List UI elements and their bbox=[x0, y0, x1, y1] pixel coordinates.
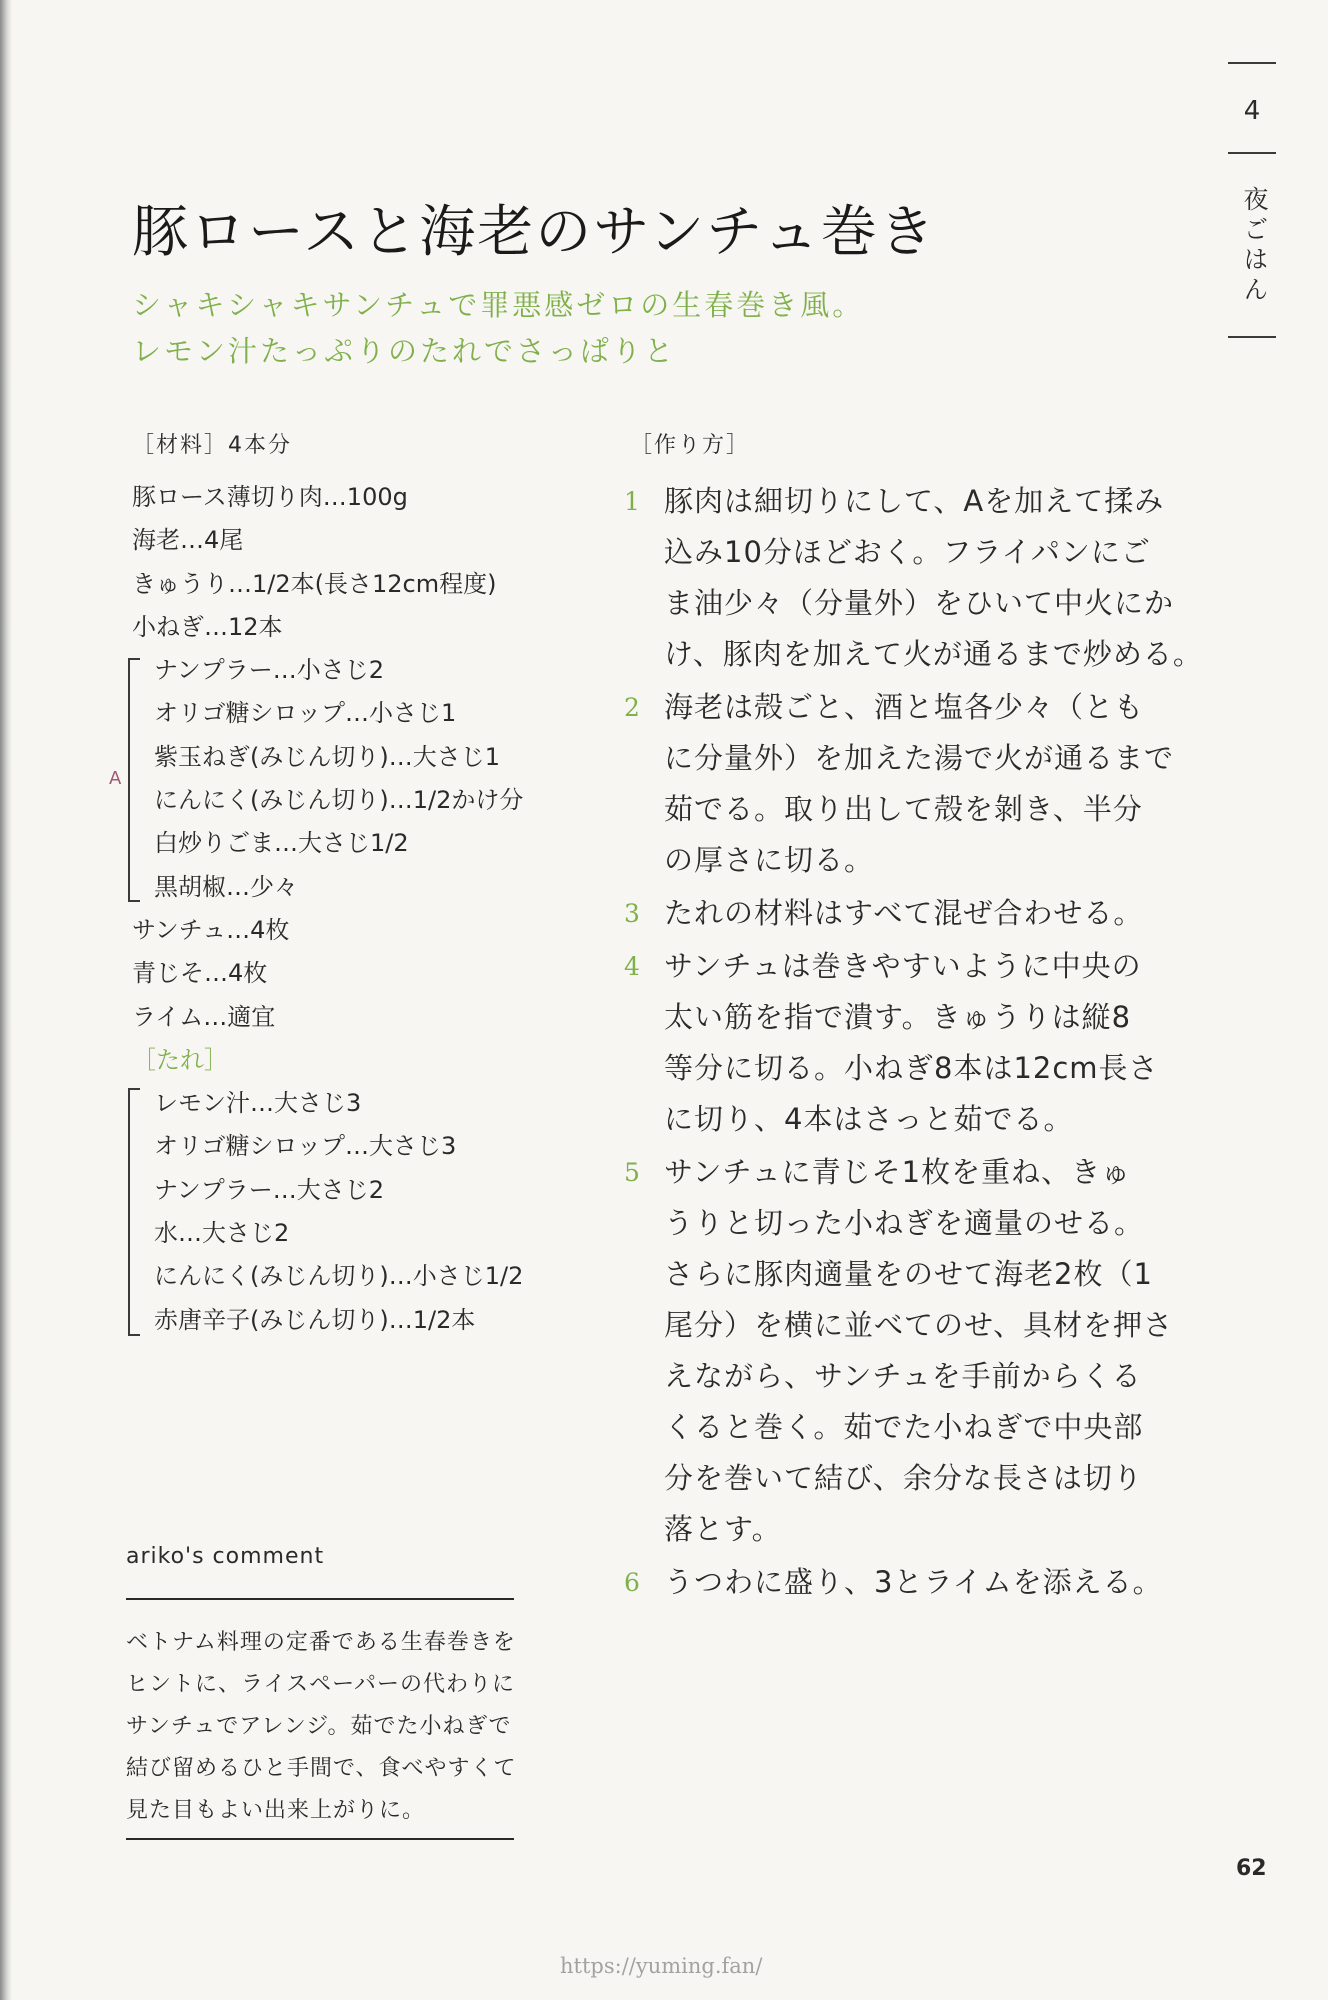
ingredient-item: サンチュ…4枚 bbox=[132, 915, 290, 944]
comment-line: 見た目もよい出来上がりに。 bbox=[126, 1798, 426, 1823]
seasoning-a-item: 白炒りごま…大さじ1/2 bbox=[154, 829, 409, 858]
step-number: 4 bbox=[624, 952, 640, 981]
method-steps bbox=[622, 476, 1203, 1610]
lead-line: レモン汁たっぷりのたれでさっぱりと bbox=[132, 334, 677, 368]
method-step bbox=[622, 476, 1203, 680]
recipe-lead bbox=[132, 282, 864, 374]
method-step bbox=[622, 1557, 1182, 1608]
seasoning-a-item: 黒胡椒…少々 bbox=[154, 872, 298, 901]
comment-rule-bottom bbox=[126, 1838, 514, 1840]
step-line: の厚さに切る。 bbox=[664, 843, 875, 877]
ingredient-item: 小ねぎ…12本 bbox=[132, 612, 283, 641]
step-line: さらに豚肉適量をのせて海老2枚（1 bbox=[664, 1257, 1153, 1291]
watermark-url: https://yuming.fan/ bbox=[560, 1954, 763, 1978]
comment-line: ベトナム料理の定番である生春巻きを bbox=[126, 1630, 516, 1655]
method-step bbox=[622, 682, 1182, 886]
step-line: に切り、4本はさっと茹でる。 bbox=[664, 1102, 1074, 1136]
ingredients-list bbox=[132, 476, 602, 1342]
tare-item: 水…大さじ2 bbox=[154, 1219, 290, 1248]
ingredient-item: 豚ロース薄切り肉…100g bbox=[132, 483, 408, 511]
chapter-rule-top bbox=[1228, 62, 1276, 64]
step-number: 2 bbox=[624, 693, 640, 722]
step-line: サンチュは巻きやすいように中央の bbox=[664, 949, 1142, 983]
chapter-title: 夜ごはん bbox=[1240, 186, 1269, 306]
method-step bbox=[622, 941, 1182, 1145]
tare-item: 赤唐辛子(みじん切り)…1/2本 bbox=[154, 1305, 476, 1334]
comment-heading: ariko's comment bbox=[126, 1544, 325, 1569]
ingredient-item: ライム…適宜 bbox=[132, 1002, 276, 1031]
step-line: くると巻く。茹でた小ねぎで中央部 bbox=[664, 1410, 1144, 1444]
step-line: 海老は殻ごと、酒と塩各少々（とも bbox=[664, 690, 1145, 724]
step-number: 5 bbox=[624, 1158, 640, 1187]
tare-item: にんにく(みじん切り)…小さじ1/2 bbox=[154, 1262, 524, 1291]
comment-line: 結び留めるひと手間で、食べやすくて bbox=[126, 1756, 517, 1781]
chapter-rule-middle bbox=[1228, 152, 1276, 154]
tare-item: オリゴ糖シロップ…大さじ3 bbox=[154, 1132, 457, 1161]
ingredient-item: 海老…4尾 bbox=[132, 526, 244, 555]
comment-rule-top bbox=[126, 1598, 514, 1600]
seasoning-a-item: 紫玉ねぎ(みじん切り)…大さじ1 bbox=[154, 742, 500, 771]
step-line: 落とす。 bbox=[664, 1512, 782, 1546]
seasoning-a-bracket bbox=[128, 658, 140, 902]
tare-item: レモン汁…大さじ3 bbox=[154, 1089, 362, 1118]
step-line: け、豚肉を加えて火が通るまで炒める。 bbox=[664, 637, 1203, 671]
step-line: 込み10分ほどおく。フライパンにご bbox=[664, 535, 1151, 569]
step-line: 茹でる。取り出して殻を剝き、半分 bbox=[664, 792, 1143, 826]
step-line: 等分に切る。小ねぎ8本は12cm長さ bbox=[664, 1051, 1159, 1085]
step-line: 豚肉は細切りにして、Aを加えて揉み bbox=[664, 484, 1165, 518]
chapter-rule-bottom bbox=[1228, 336, 1276, 338]
book-spine-shadow bbox=[0, 0, 12, 2000]
step-line: ま油少々（分量外）をひいて中火にか bbox=[664, 586, 1175, 620]
step-line: 太い筋を指で潰す。きゅうりは縦8 bbox=[664, 1000, 1132, 1034]
recipe-title: 豚ロースと海老のサンチュ巻き bbox=[132, 200, 937, 265]
method-step bbox=[622, 1147, 1182, 1555]
step-line: えながら、サンチュを手前からくる bbox=[664, 1359, 1142, 1393]
step-line: サンチュに青じそ1枚を重ね、きゅ bbox=[664, 1155, 1132, 1189]
step-number: 6 bbox=[624, 1568, 640, 1597]
ingredients-heading: ［材料］4本分 bbox=[132, 433, 292, 458]
tare-item: ナンプラー…大さじ2 bbox=[154, 1175, 385, 1204]
ingredient-item: きゅうり…1/2本(長さ12cm程度) bbox=[132, 569, 497, 598]
step-line: 分を巻いて結び、余分な長さは切り bbox=[664, 1461, 1143, 1495]
step-line: うつわに盛り、3とライムを添える。 bbox=[664, 1565, 1163, 1599]
tare-bracket bbox=[128, 1088, 140, 1336]
comment-line: ヒントに、ライスペーパーの代わりに bbox=[126, 1672, 516, 1697]
page-number: 62 bbox=[1236, 1856, 1267, 1881]
step-line: うりと切った小ねぎを適量のせる。 bbox=[664, 1206, 1145, 1240]
seasoning-a-item: ナンプラー…小さじ2 bbox=[154, 656, 385, 685]
lead-line: シャキシャキサンチュで罪悪感ゼロの生春巻き風。 bbox=[132, 288, 865, 322]
seasoning-a-label: A bbox=[109, 768, 122, 789]
step-number: 3 bbox=[624, 899, 640, 928]
step-number: 1 bbox=[624, 487, 640, 516]
tare-heading: ［たれ］ bbox=[132, 1045, 228, 1074]
step-line: 尾分）を横に並べてのせ、具材を押さ bbox=[664, 1308, 1174, 1342]
method-heading: ［作り方］ bbox=[630, 433, 751, 458]
method-step bbox=[622, 888, 1182, 939]
ingredient-item: 青じそ…4枚 bbox=[132, 959, 268, 988]
seasoning-a-item: にんにく(みじん切り)…1/2かけ分 bbox=[154, 786, 524, 815]
chapter-number: 4 bbox=[1243, 96, 1261, 126]
step-line: に分量外）を加えた湯で火が通るまで bbox=[664, 741, 1175, 775]
comment-body bbox=[126, 1622, 517, 1832]
comment-line: サンチュでアレンジ。茹でた小ねぎで bbox=[126, 1714, 512, 1739]
seasoning-a-item: オリゴ糖シロップ…小さじ1 bbox=[154, 699, 457, 728]
step-line: たれの材料はすべて混ぜ合わせる。 bbox=[664, 896, 1144, 930]
